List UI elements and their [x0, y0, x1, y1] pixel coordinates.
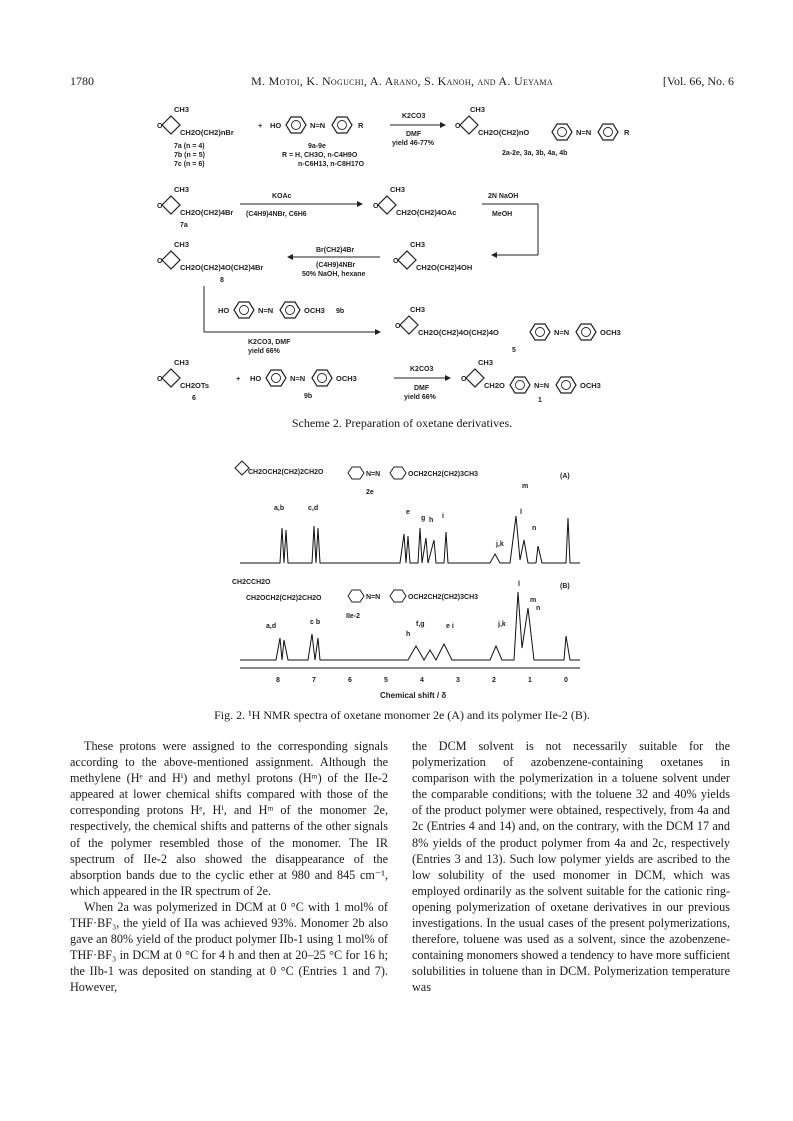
- svg-text:N=N: N=N: [534, 381, 550, 390]
- svg-text:yield 66%: yield 66%: [404, 394, 436, 401]
- svg-text:Br(CH2)4Br: Br(CH2)4Br: [316, 247, 355, 254]
- svg-text:e i: e i: [446, 623, 454, 630]
- svg-text:N=N: N=N: [290, 374, 306, 383]
- svg-text:m: m: [522, 483, 529, 490]
- row1-label-b: 7b (n = 5): [174, 152, 205, 159]
- svg-text:i: i: [442, 513, 444, 520]
- svg-text:+: +: [258, 121, 263, 130]
- tick-5: 5: [384, 677, 388, 684]
- svg-text:DMF: DMF: [406, 131, 422, 138]
- svg-text:n: n: [536, 605, 541, 612]
- svg-text:e: e: [406, 509, 410, 516]
- svg-text:CH2O: CH2O: [484, 381, 505, 390]
- svg-text:9a-9e: 9a-9e: [308, 143, 326, 150]
- svg-text:N=N: N=N: [366, 594, 381, 601]
- running-header: [70, 74, 734, 90]
- tick-1: 1: [528, 677, 532, 684]
- author-line: M. Motoi, K. Noguchi, A. Arano, S. Kanoh, and A. Ueyama: [251, 74, 553, 88]
- row1-label-a: 7a (n = 4): [174, 143, 205, 150]
- tick-2: 2: [492, 677, 496, 684]
- svg-text:OCH3: OCH3: [580, 381, 601, 390]
- svg-text:2a-2e, 3a, 3b, 4a, 4b: 2a-2e, 3a, 3b, 4a, 4b: [502, 150, 568, 157]
- svg-text:R = H, CH3O, n-C4H9O: R = H, CH3O, n-C4H9O: [282, 152, 358, 159]
- svg-text:a,b: a,b: [274, 505, 285, 512]
- svg-text:CH2O(CH2)4OH: CH2O(CH2)4OH: [416, 263, 473, 272]
- tick-7: 7: [312, 677, 316, 684]
- row1-label-c: 7c (n = 6): [174, 161, 205, 168]
- svg-text:CH2CCH2O: CH2CCH2O: [232, 579, 271, 586]
- svg-text:yield 66%: yield 66%: [248, 348, 280, 355]
- svg-text:g: g: [421, 515, 426, 522]
- nmr-spectrum-figure: [220, 448, 600, 710]
- tick-0: 0: [564, 677, 568, 684]
- svg-text:N=N: N=N: [310, 121, 326, 130]
- svg-text:IIe-2: IIe-2: [346, 613, 361, 620]
- tick-6: 6: [348, 677, 352, 684]
- svg-text:OCH3: OCH3: [600, 328, 621, 337]
- right-column: [412, 738, 730, 996]
- svg-text:a,d: a,d: [266, 623, 277, 630]
- svg-text:N=N: N=N: [366, 471, 381, 478]
- svg-text:CH2O(CH2)nO: CH2O(CH2)nO: [478, 128, 530, 137]
- svg-text:8: 8: [220, 277, 224, 284]
- svg-text:HO: HO: [218, 306, 230, 315]
- svg-text:N=N: N=N: [258, 306, 274, 315]
- svg-text:2N NaOH: 2N NaOH: [488, 193, 519, 200]
- svg-text:CH3: CH3: [174, 240, 190, 249]
- right-paragraph-1: the DCM solvent is not necessarily suitable for the polymerization of azobenzene-containing oxetanes in comparison with the polymerization in a toluene solvent under the comparable conditions; with the toluene 32 and 40% yields of the product polymer were obtained, respectively, from 4a and 2c (Entries 4 and 14) and, on the contrary, with the DCM 17 and 8% yields of the product polymer from 4a and 2c, respectively (Entries 3 and 13). Such low polymer yields are ascribed to the low solubility of the used monomer in DCM, which was employed ordinarily as the solvent suitable for the cationic ring-opening polymerization of oxetane derivatives in our previous investigations. In the usual cases of the present polymerizations, therefore, toluene was used as a solvent, since the azobenzene-containing monomers showed a tendency to have more sufficient solubilities in toluene than in DCM. Polymerization temperature was: [412, 739, 730, 995]
- svg-text:OCH3: OCH3: [336, 374, 357, 383]
- svg-text:CH2O(CH2)4OAc: CH2O(CH2)4OAc: [396, 208, 457, 217]
- svg-text:50% NaOH, hexane: 50% NaOH, hexane: [302, 271, 366, 278]
- spectrum-a-label: (A): [560, 473, 570, 480]
- svg-text:HO: HO: [250, 374, 262, 383]
- svg-text:f,g: f,g: [416, 621, 425, 628]
- svg-text:h: h: [429, 517, 434, 524]
- svg-text:1: 1: [538, 397, 542, 404]
- svg-text:7a: 7a: [180, 222, 188, 229]
- svg-text:c b: c b: [310, 619, 321, 626]
- svg-text:OCH2CH2(CH2)3CH3: OCH2CH2(CH2)3CH3: [408, 471, 479, 478]
- left-paragraph-1: These protons were assigned to the corresponding signals according to the above-mentioned assignment. Although the methylene (Hᵉ and Hⁱ) and methyl protons (Hᵐ) of the IIe-2 appeared at lower chemical shifts compared with those of the corresponding protons Hᵉ, Hⁱ, and Hᵐ of the monomer 2e, respectively, the chemical shifts and patterns of the other signals of the polymer resembled those of the monomer. The IR spectrum of IIe-2 also showed the disappearance of the absorption bands due to the cyclic ether at 980 and 845 cm⁻¹, which appeared in the IR spectrum of 2e.: [70, 739, 388, 898]
- svg-text:CH3: CH3: [174, 185, 190, 194]
- svg-text:R: R: [358, 121, 364, 130]
- svg-text:CH2OCH2(CH2)2CH2O: CH2OCH2(CH2)2CH2O: [248, 469, 324, 476]
- svg-text:c,d: c,d: [308, 505, 319, 512]
- svg-text:2e: 2e: [366, 489, 374, 496]
- svg-text:5: 5: [512, 347, 516, 354]
- svg-text:j,k: j,k: [496, 541, 504, 548]
- scheme-caption: Scheme 2. Preparation of oxetane derivatives.: [291, 416, 513, 430]
- svg-text:CH3: CH3: [410, 305, 426, 314]
- svg-text:CH3: CH3: [478, 358, 494, 367]
- svg-text:OCH2CH2(CH2)3CH3: OCH2CH2(CH2)3CH3: [408, 594, 479, 601]
- svg-text:(C4H9)4NBr: (C4H9)4NBr: [316, 262, 356, 269]
- tick-3: 3: [456, 677, 460, 684]
- svg-text:n-C6H13, n-C8H17O: n-C6H13, n-C8H17O: [298, 161, 365, 168]
- tick-4: 4: [420, 677, 424, 684]
- svg-text:6: 6: [192, 395, 196, 402]
- svg-text:K2CO3, DMF: K2CO3, DMF: [248, 339, 291, 346]
- svg-text:HO: HO: [270, 121, 282, 130]
- svg-text:9b: 9b: [336, 308, 345, 315]
- svg-text:n: n: [532, 525, 537, 532]
- tick-8: 8: [276, 677, 280, 684]
- svg-text:yield 46-77%: yield 46-77%: [392, 140, 435, 147]
- svg-text:j,k: j,k: [498, 621, 506, 628]
- svg-text:h: h: [406, 631, 411, 638]
- svg-text:(C4H9)4NBr, C6H6: (C4H9)4NBr, C6H6: [246, 211, 307, 218]
- svg-text:OCH3: OCH3: [304, 306, 325, 315]
- row1-ch3: CH3: [174, 105, 190, 114]
- svg-text:CH2OCH2(CH2)2CH2O: CH2OCH2(CH2)2CH2O: [246, 595, 322, 602]
- row1-reactant: CH2O(CH2)nBr: [180, 128, 234, 137]
- svg-text:MeOH: MeOH: [492, 211, 513, 218]
- svg-text:R: R: [624, 128, 630, 137]
- left-paragraph-2: When 2a was polymerized in DCM at 0 °C with 1 mol% of THF·BF₃, the yield of IIa was achieved 93%. Monomer 2b also gave an 80% yield of the product polymer IIb-1 using 1 mol% of THF·BF₃ in DCM at 0 °C for 4 h and then at 20–25 °C for 16 h; the IIb-1 was deposited on standing at 0 °C (Entries 1 and 7). However,: [70, 899, 388, 995]
- page-number: 1780: [70, 74, 94, 88]
- svg-text:N=N: N=N: [576, 128, 592, 137]
- svg-text:l: l: [520, 509, 522, 516]
- reaction-scheme: O CH3 CH2O(CH2)nBr 7a (n = 4) 7b (n = 5) 7c (n = 6) + HO N=N R 9a-9e R = H, CH3O, n-C4H9O n-C6H13, n-C8H17O K2CO3 DMF yield 46-77% CH3 CH2O(CH2)nO N=N R 2a-2e, 3a, 3b, 4a, 4b CH3 CH2O(CH2)4Br 7a KOAc (C4H9)4NBr, C6H6 CH3 CH2O(CH2)4OAc 2N NaOH MeOH CH3 CH2O(CH2)4O(CH2)4Br 8 Br(CH2)4Br (C4H9)4NBr 50% NaOH, hexane CH3 CH2O(CH2)4OH HO N=N OCH3 9b K2CO3, DMF yield 66% CH3 CH2O(CH2)4O(CH2)4O N=N OCH3 5 CH3 CH2OTs 6 + HO N=N OCH3 9b K2CO3 DMF yield 66% CH3 CH2O N=N OCH3 1: [135, 98, 630, 404]
- svg-text:CH2OTs: CH2OTs: [180, 381, 210, 390]
- left-column: [70, 738, 388, 996]
- volume-info: [Vol. 66, No. 6: [662, 74, 734, 88]
- svg-text:CH3: CH3: [174, 358, 190, 367]
- svg-text:m: m: [530, 597, 537, 604]
- svg-text:DMF: DMF: [414, 385, 430, 392]
- svg-text:CH2O(CH2)4Br: CH2O(CH2)4Br: [180, 208, 234, 217]
- svg-text:N=N: N=N: [554, 328, 570, 337]
- axis-label: Chemical shift / δ: [380, 691, 447, 700]
- svg-text:CH3: CH3: [410, 240, 426, 249]
- svg-text:CH3: CH3: [390, 185, 406, 194]
- svg-text:KOAc: KOAc: [272, 193, 292, 200]
- figure-caption: Fig. 2. ¹H NMR spectra of oxetane monomer 2e (A) and its polymer IIe-2 (B).: [214, 708, 590, 722]
- svg-text:CH2O(CH2)4O(CH2)4Br: CH2O(CH2)4O(CH2)4Br: [180, 263, 264, 272]
- svg-text:K2CO3: K2CO3: [410, 366, 434, 373]
- svg-text:CH2O(CH2)4O(CH2)4O: CH2O(CH2)4O(CH2)4O: [418, 328, 499, 337]
- svg-text:l: l: [518, 581, 520, 588]
- svg-text:CH3: CH3: [470, 105, 486, 114]
- svg-text:+: +: [236, 374, 241, 383]
- svg-text:K2CO3: K2CO3: [402, 113, 426, 120]
- svg-text:9b: 9b: [304, 393, 313, 400]
- spectrum-b-label: (B): [560, 583, 570, 590]
